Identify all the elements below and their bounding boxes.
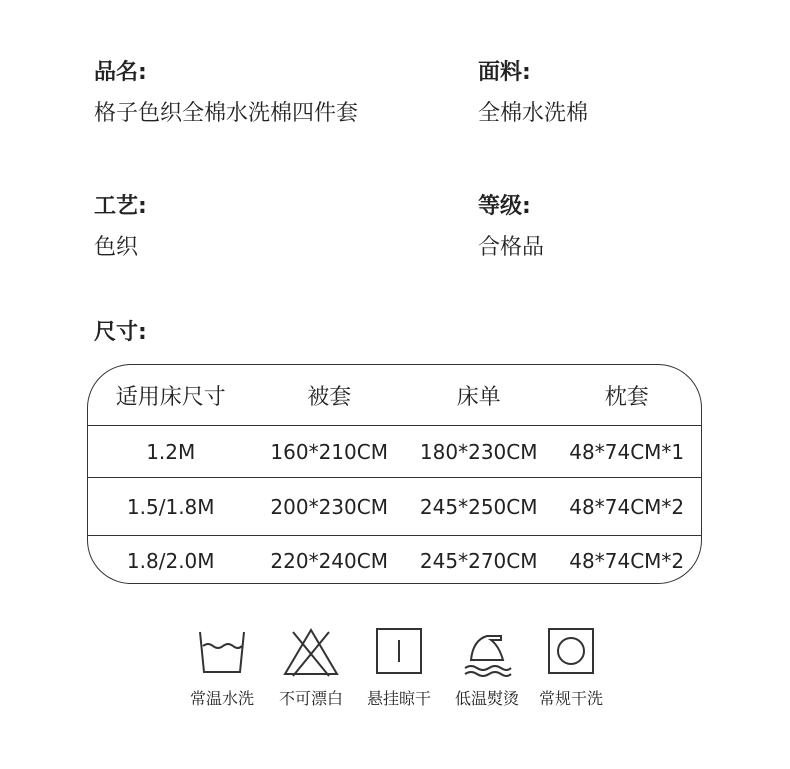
care-label: 常规干洗 — [538, 689, 603, 708]
table-header-row — [88, 365, 701, 425]
grade-value: 合格品 — [478, 235, 545, 260]
table-cell: 48*74CM*2 — [569, 549, 685, 573]
table-row — [88, 535, 701, 584]
header-bed-sheet: 床单 — [456, 384, 501, 410]
care-label: 常温水洗 — [189, 689, 254, 708]
grade-label: 等级: — [478, 194, 531, 219]
fabric-value: 全棉水洗棉 — [478, 101, 589, 126]
product-name-field — [94, 60, 358, 127]
table-cell: 160*210CM — [270, 440, 388, 464]
care-item-low-iron — [444, 626, 530, 709]
low-iron-icon — [457, 626, 517, 678]
care-label: 不可漂白 — [278, 689, 343, 708]
care-label: 悬挂晾干 — [366, 689, 431, 708]
table-row — [88, 477, 701, 536]
care-item-wash — [179, 626, 265, 709]
header-duvet-cover: 被套 — [307, 384, 352, 410]
header-pillowcase: 枕套 — [604, 384, 649, 410]
table-cell: 180*230CM — [419, 440, 538, 464]
fabric-field — [478, 60, 588, 127]
craft-field — [94, 194, 147, 261]
table-cell: 1.5/1.8M — [126, 495, 215, 519]
header-bed-size: 适用床尺寸 — [115, 384, 226, 410]
fabric-label: 面料: — [478, 60, 531, 85]
care-item-dry-clean — [528, 626, 614, 709]
care-label: 低温熨烫 — [454, 689, 519, 708]
table-cell: 200*230CM — [270, 495, 388, 519]
care-item-hang-dry — [356, 626, 442, 709]
product-name-value: 格子色织全棉水洗棉四件套 — [94, 101, 359, 126]
table-cell: 48*74CM*2 — [569, 495, 685, 519]
grade-field — [478, 194, 544, 261]
table-row — [88, 425, 701, 478]
table-cell: 245*270CM — [419, 549, 538, 573]
table-cell: 1.2M — [146, 440, 196, 464]
no-bleach-icon — [281, 626, 341, 678]
care-item-no-bleach — [268, 626, 354, 709]
table-cell: 245*250CM — [419, 495, 538, 519]
table-cell: 220*240CM — [270, 549, 388, 573]
craft-value: 色织 — [94, 235, 139, 260]
dry-clean-icon — [541, 626, 601, 678]
hang-dry-icon — [369, 626, 429, 678]
product-name-label: 品名: — [94, 60, 147, 85]
craft-label: 工艺: — [94, 194, 147, 219]
wash-tub-icon — [192, 626, 252, 678]
table-cell: 1.8/2.0M — [126, 549, 215, 573]
size-label: 尺寸: — [94, 320, 147, 345]
size-table — [87, 364, 702, 584]
table-cell: 48*74CM*1 — [569, 440, 685, 464]
